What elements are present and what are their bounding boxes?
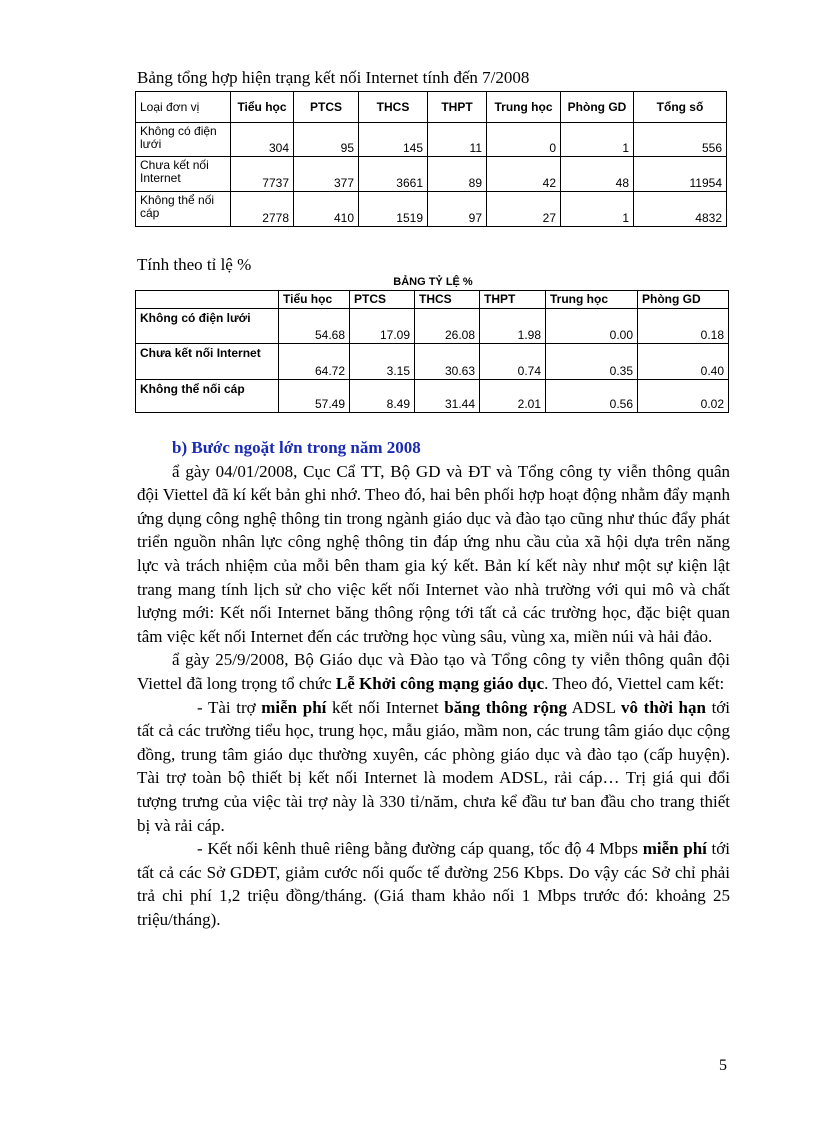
table-row bbox=[136, 344, 729, 380]
cell: 31.44 bbox=[415, 380, 480, 413]
column-header: Tiểu học bbox=[279, 291, 350, 309]
text-run: tới tất cả các Sở GDĐT, giảm cước nối quốc tế đường 256 Kbps. Do vậy các Sở chỉ phải trả chi phí 1,2 triệu đồng/tháng. (Giá tham khảo nối 1 Mbps trước đó: khoảng 25 triệu/tháng). bbox=[137, 839, 730, 929]
cell: 2778 bbox=[231, 192, 294, 227]
cell: 17.09 bbox=[350, 309, 415, 344]
table2-caption: Tính theo tỉ lệ % bbox=[137, 255, 252, 274]
body-text bbox=[137, 436, 730, 931]
table-row bbox=[136, 123, 727, 157]
cell: 8.49 bbox=[350, 380, 415, 413]
cell: 42 bbox=[487, 157, 561, 192]
cell: 0.40 bbox=[638, 344, 729, 380]
cell: 3661 bbox=[359, 157, 428, 192]
text-run: ADSL bbox=[566, 697, 622, 717]
column-header: PTCS bbox=[350, 291, 415, 309]
row-label: Chưa kết nối Internet bbox=[136, 344, 279, 380]
table-row bbox=[136, 380, 729, 413]
cell: 2.01 bbox=[480, 380, 546, 413]
text-run: - Kết nối kênh thuê riêng bằng đường cáp quang, tốc độ 4 Mbps bbox=[197, 839, 643, 859]
cell: 89 bbox=[428, 157, 487, 192]
column-header: Tổng số bbox=[634, 92, 727, 123]
table-row bbox=[136, 309, 729, 344]
text-run: - Tài trợ bbox=[197, 697, 262, 717]
cell: 54.68 bbox=[279, 309, 350, 344]
cell: 0.18 bbox=[638, 309, 729, 344]
text-run: kết nối Internet bbox=[326, 697, 445, 717]
text-run: ẩ gày 25/9/2008, Bộ Giáo dục và Đào tạo và Tổng công ty viễn thông quân đội Viettel đã long trọng tổ chức bbox=[137, 650, 730, 693]
bold-text: Lễ Khởi công mạng giáo dục bbox=[335, 673, 545, 693]
cell: 30.63 bbox=[415, 344, 480, 380]
row-label: Không thể nối cáp bbox=[136, 380, 279, 413]
connection-status-table bbox=[135, 91, 727, 227]
cell: 48 bbox=[561, 157, 634, 192]
cell: 0.56 bbox=[546, 380, 638, 413]
table-row bbox=[136, 192, 727, 227]
cell: 27 bbox=[487, 192, 561, 227]
text-run: tới tất cả các trường tiểu học, trung học, mẫu giáo, mầm non, các trung tâm giáo dục cộng đồng, trung tâm giáo dục thường xuyên, các phòng giáo dục và đào tạo (cấp huyện). Tài trợ toàn bộ thiết bị kết nối Internet là modem ADSL, rải cáp… Trị giá qui đổi tượng trưng của việc tài trợ này là 330 tỉ/năm, chưa kể đầu tư ban đầu cho trang thiết bị và rải cáp. bbox=[137, 697, 731, 835]
table1-caption: Bảng tổng hợp hiện trạng kết nối Internet tính đến 7/2008 bbox=[137, 68, 530, 87]
column-header: PTCS bbox=[294, 92, 359, 123]
cell: 95 bbox=[294, 123, 359, 157]
table-row bbox=[136, 157, 727, 192]
cell: 1.98 bbox=[480, 309, 546, 344]
text-run: . Theo đó, Viettel cam kết: bbox=[544, 673, 725, 693]
column-header: Loại đơn vị bbox=[136, 92, 231, 123]
cell: 64.72 bbox=[279, 344, 350, 380]
cell: 26.08 bbox=[415, 309, 480, 344]
cell: 0.35 bbox=[546, 344, 638, 380]
column-header: Phòng GD bbox=[638, 291, 729, 309]
cell: 0.00 bbox=[546, 309, 638, 344]
cell: 377 bbox=[294, 157, 359, 192]
row-label: Không có điện lưới bbox=[136, 309, 279, 344]
cell: 0.74 bbox=[480, 344, 546, 380]
cell: 57.49 bbox=[279, 380, 350, 413]
column-header: THCS bbox=[359, 92, 428, 123]
row-label: Chưa kết nối Internet bbox=[136, 157, 231, 192]
cell: 304 bbox=[231, 123, 294, 157]
column-header: Tiểu học bbox=[231, 92, 294, 123]
bold-text: miễn phí bbox=[642, 839, 707, 859]
bold-text: băng thông rộng bbox=[444, 697, 567, 717]
bold-text: miễn phí bbox=[261, 697, 327, 717]
column-header: THCS bbox=[415, 291, 480, 309]
paragraph: ẩ gày 04/01/2008, Cục Cẩ TT, Bộ GD và ĐT và Tổng công ty viễn thông quân đội Viettel đã kí kết bản ghi nhớ. Theo đó, hai bên phối hợp hoạt động nhằm đẩy mạnh ứng dụng công nghệ thông tin trong ngành giáo dục và đào tạo cũng như thúc đẩy phát triển nguồn nhân lực công nghệ thông tin đáp ứng nhu cầu của xã hội dựa trên năng lực và trách nhiệm của mỗi bên tham gia ký kết. Bản kí kết này như một sự kiện lật trang mang tính lịch sử cho việc kết nối Internet vào nhà trường với qui mô và chất lượng mới: Kết nối Internet băng thông rộng tới tất cả các trường học, đặc biệt quan tâm việc kết nối Internet đến các trường học vùng sâu, vùng xa, miền núi và hải đảo. bbox=[137, 461, 730, 646]
bullet-item bbox=[137, 696, 730, 838]
bold-text: vô thời hạn bbox=[621, 697, 706, 717]
paragraph bbox=[137, 648, 730, 695]
table-header-row bbox=[136, 291, 729, 309]
row-label: Không thể nối cáp bbox=[136, 192, 231, 227]
cell: 556 bbox=[634, 123, 727, 157]
percentage-table bbox=[135, 290, 729, 413]
cell: 3.15 bbox=[350, 344, 415, 380]
cell: 7737 bbox=[231, 157, 294, 192]
cell: 0.02 bbox=[638, 380, 729, 413]
column-header: Phòng GD bbox=[561, 92, 634, 123]
cell: 1 bbox=[561, 123, 634, 157]
bullet-item bbox=[137, 837, 730, 931]
column-header: Trung học bbox=[546, 291, 638, 309]
cell: 410 bbox=[294, 192, 359, 227]
column-header: Trung học bbox=[487, 92, 561, 123]
section-heading: b) Bước ngoặt lớn trong năm 2008 bbox=[172, 438, 421, 457]
table-header-row bbox=[136, 92, 727, 123]
column-header: THPT bbox=[480, 291, 546, 309]
column-header: THPT bbox=[428, 92, 487, 123]
table2-title: BẢNG TỶ LỆ % bbox=[393, 276, 473, 288]
cell: 11 bbox=[428, 123, 487, 157]
page-number: 5 bbox=[719, 1057, 727, 1074]
cell: 145 bbox=[359, 123, 428, 157]
cell: 0 bbox=[487, 123, 561, 157]
column-header bbox=[136, 291, 279, 309]
cell: 1 bbox=[561, 192, 634, 227]
cell: 11954 bbox=[634, 157, 727, 192]
row-label: Không có điện lưới bbox=[136, 123, 231, 157]
cell: 97 bbox=[428, 192, 487, 227]
cell: 4832 bbox=[634, 192, 727, 227]
cell: 1519 bbox=[359, 192, 428, 227]
